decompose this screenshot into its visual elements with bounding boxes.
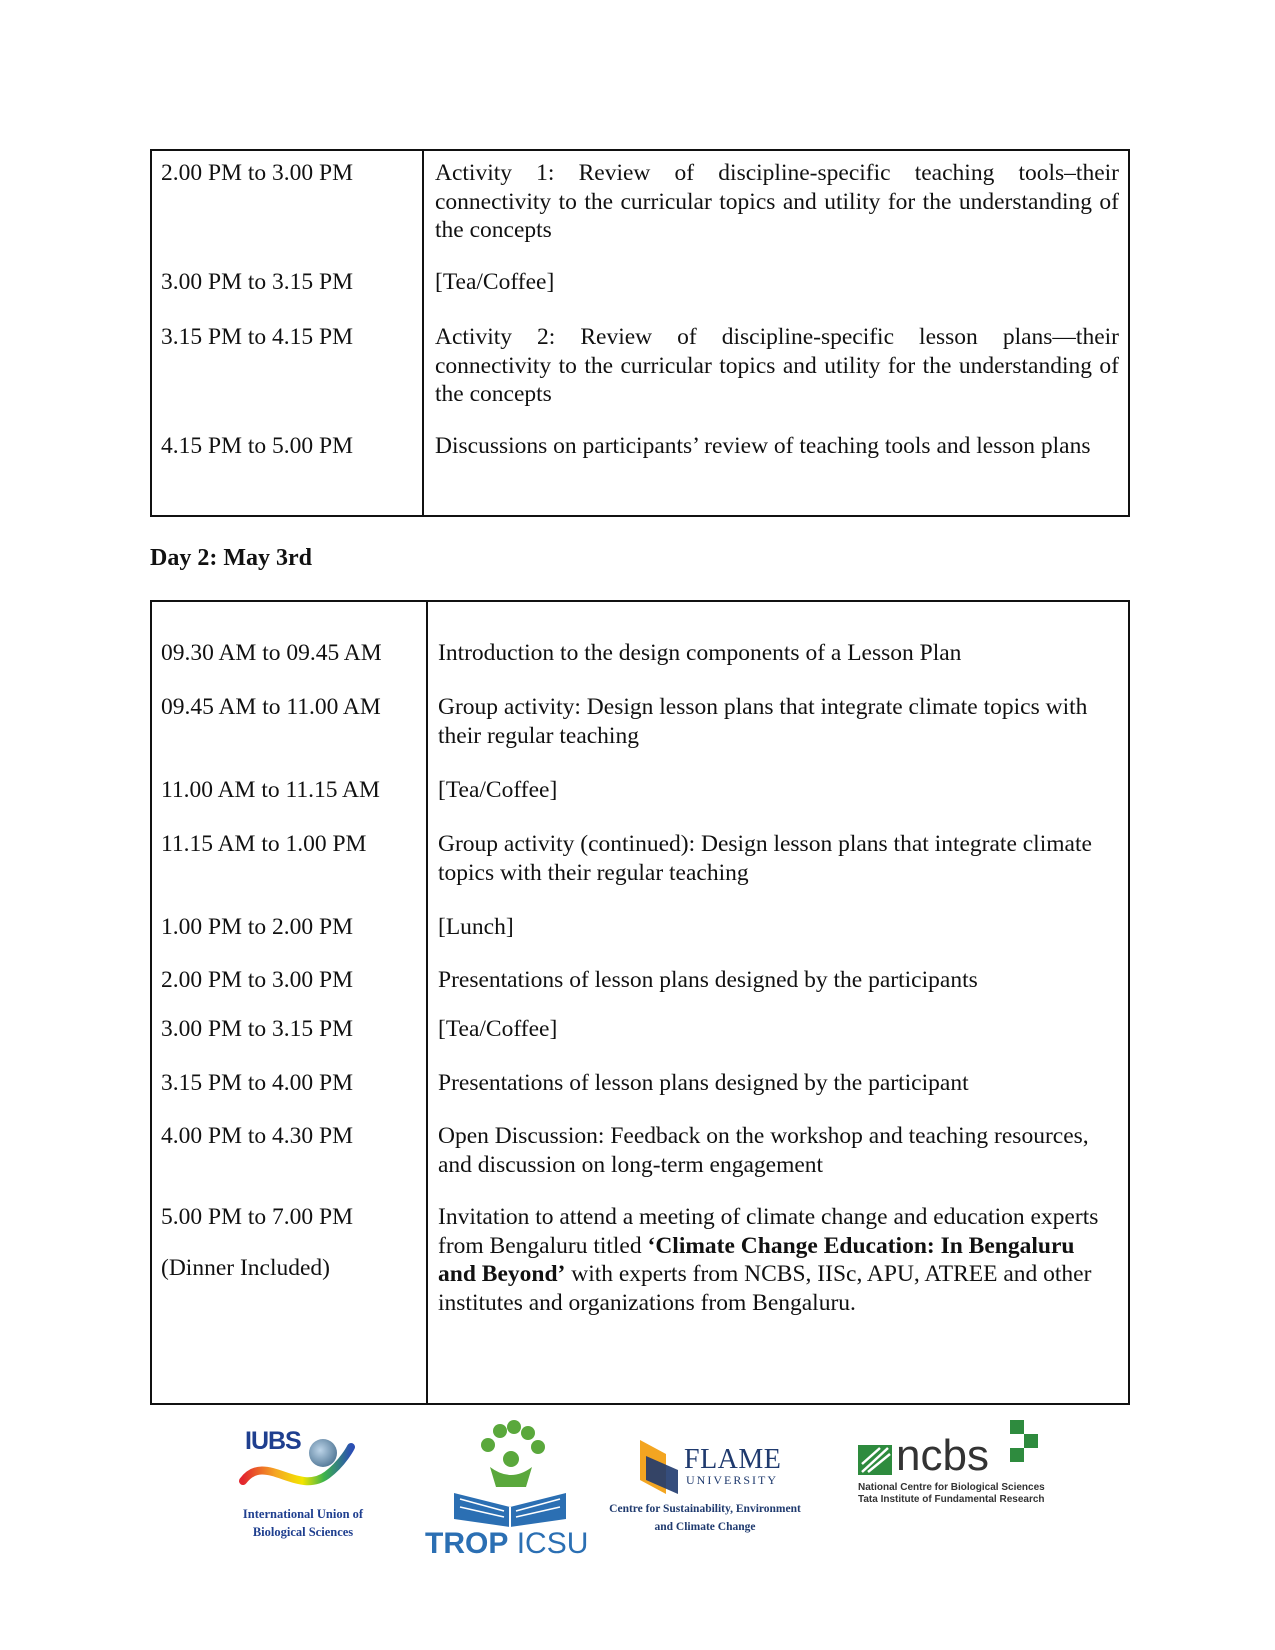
schedule-table-day1 (150, 149, 1130, 517)
ncbs-caption-line2: Tata Institute of Fundamental Research (858, 1494, 1045, 1505)
activity-cell: Presentations of lesson plans designed by the participants (438, 967, 978, 993)
ncbs-caption-line1: National Centre for Biological Sciences (858, 1482, 1045, 1493)
time-cell (161, 1203, 353, 1282)
open-book-people-icon (440, 1415, 580, 1527)
activity-cell: Activity 2: Review of discipline-specific lesson plans—their connectivity to the curricular topics and utility for the understanding of the concepts (435, 324, 1119, 407)
time-cell: 3.15 PM to 4.15 PM (161, 324, 353, 350)
activity-text: Invitation to attend a meeting of climate change and education experts from Bengaluru titled (438, 1204, 1099, 1259)
time-cell: 2.00 PM to 3.00 PM (161, 160, 353, 186)
time-cell: 09.30 AM to 09.45 AM (161, 640, 382, 666)
time-cell: 3.00 PM to 3.15 PM (161, 1016, 353, 1042)
time-cell: 11.15 AM to 1.00 PM (161, 831, 367, 857)
ncbs-logo (858, 1420, 1048, 1530)
time-cell: 11.00 AM to 11.15 AM (161, 777, 380, 803)
activity-cell: Open Discussion: Feedback on the workshop and teaching resources, and discussion on long-term engagement (438, 1123, 1089, 1178)
activity-cell: [Tea/Coffee] (438, 777, 558, 803)
activity-cell (438, 1203, 1118, 1317)
ncbs-name: ncbs (896, 1431, 989, 1480)
activity-cell: [Lunch] (438, 914, 514, 940)
activity-cell: [Tea/Coffee] (435, 269, 555, 295)
column-divider (426, 602, 428, 1403)
activity-cell: Introduction to the design components of a Lesson Plan (438, 640, 962, 666)
activity-cell: Activity 1: Review of discipline-specific teaching tools–their connectivity to the curricular topics and utility for the understanding of the concepts (435, 160, 1119, 243)
flame-caption-line1: Centre for Sustainability, Environment (609, 1503, 801, 1515)
activity-cell: Group activity (continued): Design lesson plans that integrate climate topics with their regular teaching (438, 831, 1092, 886)
iubs-caption-line1: International Union of (242, 1507, 364, 1521)
flame-university-logo (600, 1440, 810, 1565)
flame-emblem-icon (640, 1440, 680, 1494)
time-cell: 1.00 PM to 2.00 PM (161, 914, 353, 940)
flame-name: FLAME (684, 1444, 782, 1475)
iubs-logo (235, 1425, 375, 1565)
trop-icsu-logo (425, 1415, 595, 1565)
time-cell: 09.45 AM to 11.00 AM (161, 694, 381, 720)
activity-cell: Group activity: Design lesson plans that integrate climate topics with their regular teaching (438, 694, 1088, 749)
time-range: 5.00 PM to 7.00 PM (161, 1204, 353, 1230)
iubs-abbr: IUBS (245, 1427, 301, 1455)
flame-caption-line2: and Climate Change (654, 1521, 756, 1533)
column-divider (422, 151, 424, 515)
dinner-note: (Dinner Included) (161, 1254, 330, 1281)
schedule-table-day2 (150, 600, 1130, 1405)
time-cell: 4.15 PM to 5.00 PM (161, 433, 353, 459)
rainbow-arc-icon (235, 1425, 375, 1497)
day-heading: Day 2: May 3rd (150, 545, 312, 571)
time-cell: 2.00 PM to 3.00 PM (161, 967, 353, 993)
activity-cell: [Tea/Coffee] (438, 1016, 558, 1042)
activity-cell: Presentations of lesson plans designed by the participant (438, 1070, 969, 1096)
activity-text: with experts from NCBS, IISc, APU, ATREE and other institutes and organizations from Bengaluru. (438, 1261, 1092, 1316)
icsu-text: ICSU (516, 1527, 589, 1560)
event-title: ‘Climate Change Education: In Bengaluru and Beyond’ (438, 1232, 1075, 1287)
activity-cell: Discussions on participants’ review of teaching tools and lesson plans (435, 433, 1091, 459)
flame-sub: UNIVERSITY (686, 1473, 778, 1487)
iubs-caption-line2: Biological Sciences (252, 1525, 354, 1539)
time-cell: 3.15 PM to 4.00 PM (161, 1070, 353, 1096)
partner-logos (0, 1415, 1275, 1565)
trop-text: TROP (425, 1527, 509, 1560)
time-cell: 3.00 PM to 3.15 PM (161, 269, 353, 295)
time-cell: 4.00 PM to 4.30 PM (161, 1123, 353, 1149)
